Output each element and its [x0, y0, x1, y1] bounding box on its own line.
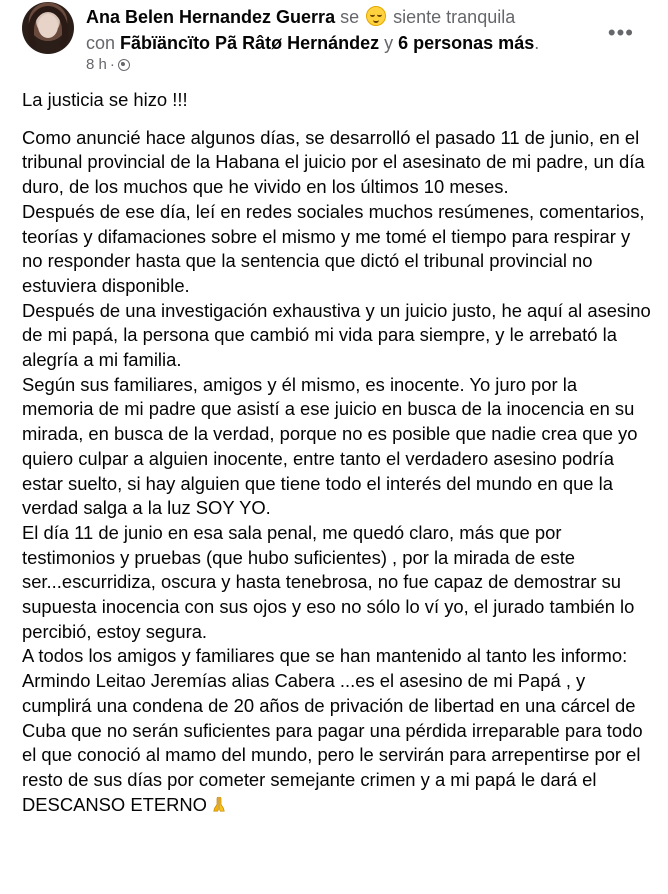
- paragraph-3: Después de una investigación exhaustiva y un juicio justo, he aquí al asesino de mi papá, la persona que cambió mi vida para siempre, y le arrebató la alegría a mi familia.: [22, 299, 651, 371]
- timestamp-row: [86, 56, 130, 73]
- author-name[interactable]: Ana Belen Hernandez Guerra: [86, 7, 336, 27]
- paragraph-6-container: [22, 644, 652, 817]
- avatar-face: [38, 14, 58, 38]
- paragraph-2: Después de ese día, leí en redes sociales muchos resúmenes, comentarios, teorías y difamaciones sobre el mismo y me tomé el tiempo para respirar y no responder hasta que la sentencia que dictó el tribunal provincial no estuviera disponible.: [22, 200, 645, 296]
- with-prefix: con: [86, 33, 116, 53]
- relieved-face-emoji-icon: [366, 6, 386, 26]
- globe-icon[interactable]: [118, 59, 130, 71]
- tagged-person-link[interactable]: Fãbïäncïto Pã Râtø Hernández: [120, 33, 380, 53]
- feeling-prefix: se: [340, 7, 360, 27]
- more-options-icon[interactable]: •••: [607, 20, 634, 45]
- others-link[interactable]: 6 personas más: [398, 33, 535, 53]
- paragraph-4: Según sus familiares, amigos y él mismo, es inocente. Yo juro por la memoria de mi padre que asistí a ese juicio en busca de la inocencia en su mirada, en busca de la verdad, porque no es posible que nadie crea que yo quiero culpar a alguien inocente, entre tanto el verdadero asesino podría estar suelto, si hay alguien que tiene todo el interés del mundo en que la verdad salga a la luz SOY YO.: [22, 373, 638, 519]
- feeling-text: siente tranquila: [393, 7, 516, 27]
- post-headline: La justicia se hizo !!!: [22, 89, 188, 110]
- and-word: y: [384, 33, 394, 53]
- time-separator: ·: [109, 56, 115, 73]
- post-header-text: [86, 4, 646, 56]
- header-period: .: [534, 33, 540, 53]
- author-avatar[interactable]: [22, 2, 74, 54]
- paragraph-5: El día 11 de junio en esa sala penal, me quedó claro, más que por testimonios y pruebas (que hubo suficientes) , por la mirada de este ser...escurridiza, oscura y hasta tenebrosa, no fue capaz de demostrar su supuesta inocencia con sus ojos y eso no sólo lo ví yo, el jurado también lo percibió, estoy segura.: [22, 521, 635, 642]
- post-body: [22, 88, 652, 817]
- paragraph-6: A todos los amigos y familiares que se han mantenido al tanto les informo: Armindo Leitao Jeremías alias Cabera ...es el asesino de mi Papá , y cumplirá una condena de 20 años de privación de libertad en una cárcel de Cuba que no serán suficientes para pagar una pérdida irreparable para todo el que conoció al mamo del mundo, pero le servirán para arrepentirse por el resto de sus días por cometer semejante crimen y a mi papá le dará el DESCANSO ETERNO: [22, 645, 643, 815]
- post-header: [22, 0, 668, 82]
- folded-hands-icon: [210, 795, 228, 813]
- paragraph-1: Como anuncié hace algunos días, se desarrolló el pasado 11 de junio, en el tribunal provincial de la Habana el juicio por el asesinato de mi padre, un día duro, de los muchos que he vivido en los últimos 10 meses.: [22, 126, 645, 198]
- post-time[interactable]: 8 h: [86, 56, 107, 73]
